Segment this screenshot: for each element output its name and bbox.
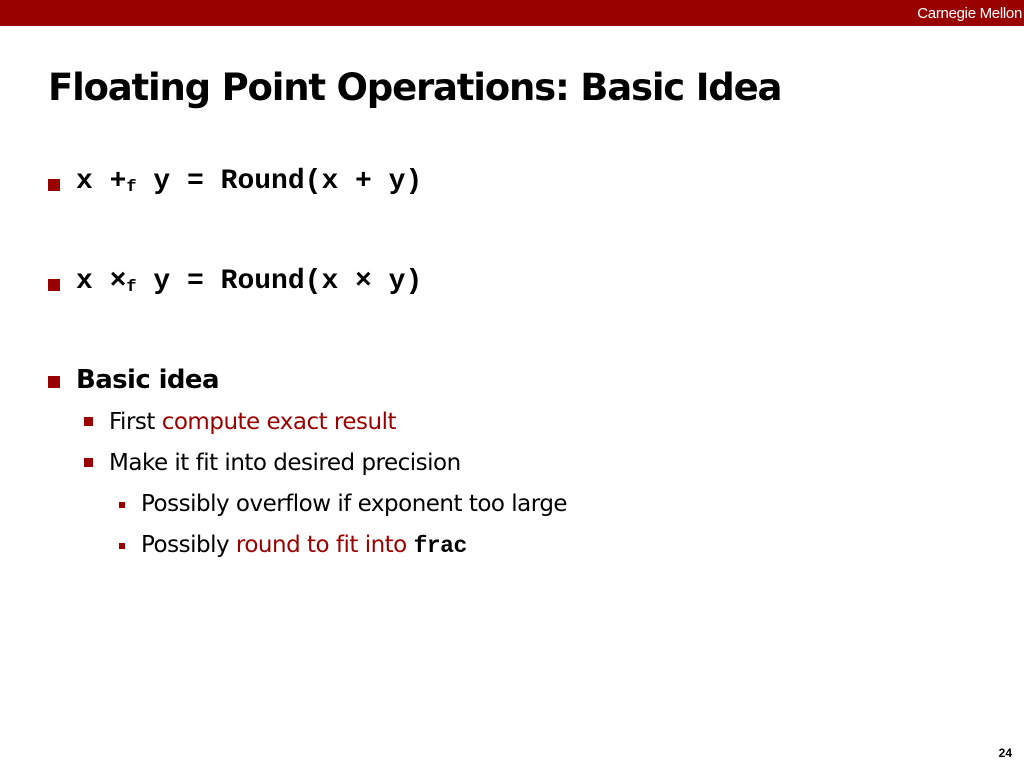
add-formula-sub: f (126, 178, 137, 197)
add-formula (76, 166, 422, 197)
header-bar (0, 0, 1024, 26)
add-formula-rhs: y = Round(x + y) (136, 166, 423, 197)
mul-formula-sub: f (126, 278, 137, 297)
step-first-highlight: compute exact result (161, 409, 396, 435)
bullet-square-icon (48, 279, 60, 291)
step-first-text (109, 409, 396, 435)
mul-formula-rhs: y = Round(x × y) (136, 266, 423, 297)
round-prefix: Possibly (141, 532, 236, 558)
round-text (141, 532, 467, 559)
basic-idea-heading: Basic idea (76, 365, 219, 395)
bullet-square-icon (48, 376, 60, 388)
step-first-prefix: First (109, 409, 162, 435)
sub-sub-bullet-square-icon (119, 543, 125, 549)
step-make-fit-text: Make it fit into desired precision (109, 450, 461, 476)
bullet-square-icon (48, 179, 60, 191)
org-name: Carnegie Mellon (917, 5, 1022, 22)
sub-bullet-square-icon (84, 417, 93, 426)
overflow-text: Possibly overflow if exponent too large (141, 491, 568, 517)
sub-sub-bullet-square-icon (119, 502, 125, 508)
add-formula-lhs: x + (76, 166, 127, 197)
mul-formula (76, 266, 422, 297)
sub-bullet-square-icon (84, 458, 93, 467)
page-number: 24 (998, 746, 1012, 760)
mul-formula-lhs: x × (76, 266, 127, 297)
frac-code: frac (413, 533, 467, 559)
round-highlight: round to fit into (235, 532, 414, 558)
slide-title: Floating Point Operations: Basic Idea (48, 66, 782, 109)
